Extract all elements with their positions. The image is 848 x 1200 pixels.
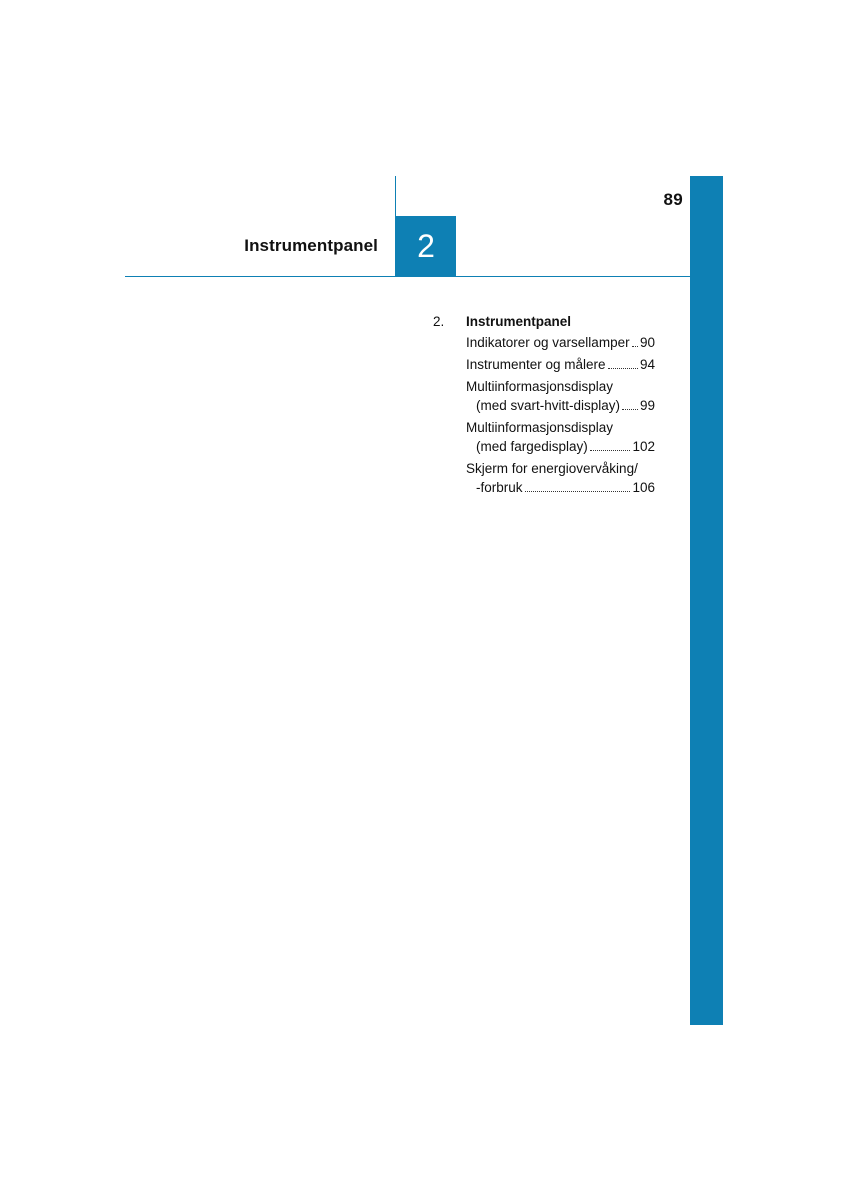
toc-entry-page: 106 [632, 480, 655, 495]
toc-entry-label: Multiinformasjonsdisplay [466, 420, 614, 435]
toc-entry-label: Indikatorer og varsellamper [466, 335, 630, 350]
toc-entry-page: 99 [639, 398, 655, 413]
toc-entry-label-continued: (med fargedisplay) [476, 439, 588, 454]
toc-entry-page: 94 [639, 357, 655, 372]
toc-section-title: Instrumentpanel [466, 314, 572, 329]
toc-entry[interactable] [433, 357, 655, 376]
toc-section-number: 2. [433, 314, 445, 329]
toc-entry-label-continued: -forbruk [476, 480, 523, 495]
dot-leader [608, 367, 638, 369]
dot-leader [590, 449, 631, 451]
dot-leader [622, 408, 638, 410]
toc-entry[interactable] [433, 461, 655, 499]
toc-entry[interactable] [433, 420, 655, 458]
toc-entry-label: Multiinformasjonsdisplay [466, 379, 614, 394]
chapter-title: Instrumentpanel [244, 236, 378, 255]
chapter-side-tab [690, 176, 723, 1025]
page-number: 89 [663, 190, 683, 209]
toc-entry-label-continued: (med svart-hvitt-display) [476, 398, 621, 413]
horizontal-divider [125, 276, 690, 277]
chapter-number-box [396, 216, 456, 276]
toc-entry-label: Skjerm for energiovervåking/ [466, 461, 638, 476]
dot-leader [632, 345, 638, 347]
toc-entry-page: 90 [639, 335, 655, 350]
chapter-number: 2 [417, 228, 435, 264]
toc-entry[interactable] [433, 335, 655, 354]
toc-entry[interactable] [433, 379, 655, 417]
toc-entry-label: Instrumenter og målere [466, 357, 606, 372]
table-of-contents [433, 314, 655, 502]
dot-leader [525, 490, 631, 492]
toc-section-heading [433, 314, 655, 335]
toc-entry-page: 102 [632, 439, 655, 454]
